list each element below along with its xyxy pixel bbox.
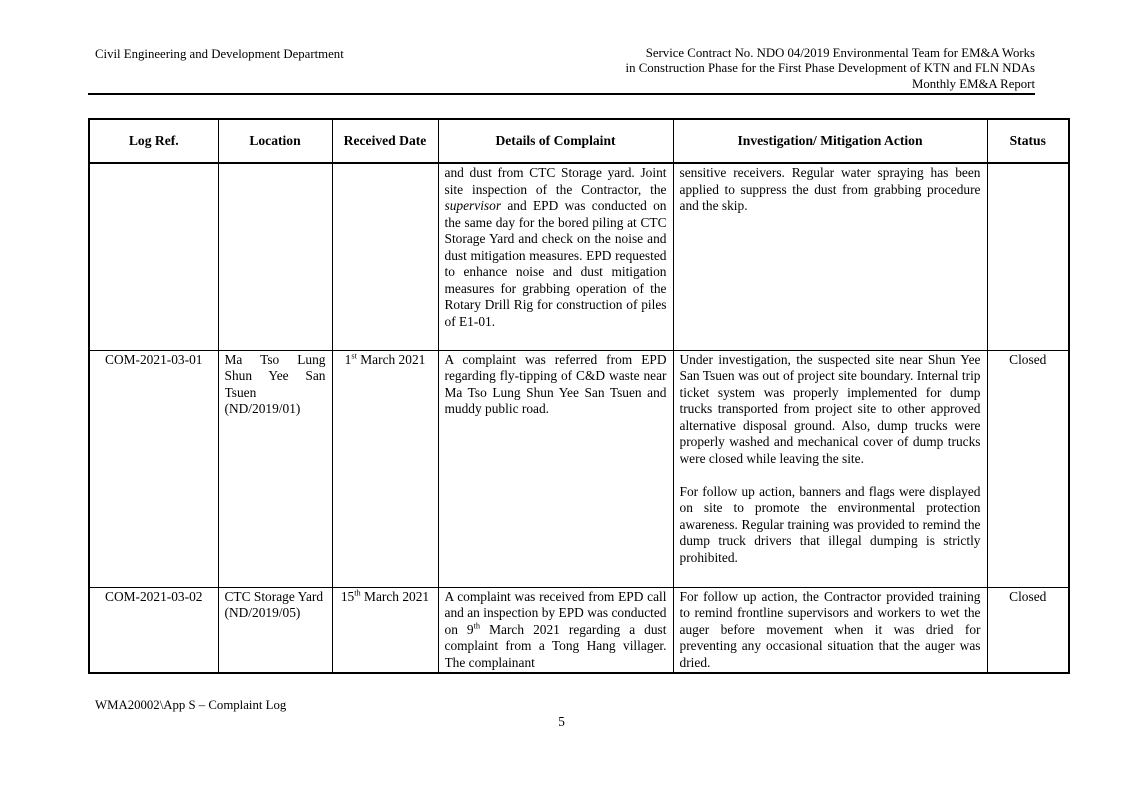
cell-paragraph: sensitive receivers. Regular water spraying has been applied to suppress the dust from grabbing procedure and the skip. <box>679 165 981 213</box>
table-row <box>89 163 1069 350</box>
cell-paragraph: (ND/2019/01) <box>224 401 301 416</box>
cell-paragraph: COM-2021-03-02 <box>105 588 203 604</box>
cell-details <box>438 350 673 587</box>
cell-paragraph: and dust from CTC Storage yard. Joint site inspection of the Contractor, the supervisor and EPD was conducted on the same day for the bored piling at CTC Storage Yard and check on the noise and dust mitigation measures. EPD requested to enhance noise and dust mitigation measures for grabbing operation of the Rotary Drill Rig for construction of piles of E1-01. <box>444 165 667 329</box>
header-report-title: Monthly EM&A Report <box>912 76 1035 91</box>
cell-paragraph: (ND/2019/05) <box>224 605 301 620</box>
cell-received-date <box>332 350 438 587</box>
cell-location <box>218 587 332 673</box>
cell-paragraph: Closed <box>1009 588 1047 604</box>
cell-paragraph: CTC Storage Yard <box>224 588 324 604</box>
cell-log-ref <box>89 163 218 350</box>
column-header-investigation: Investigation/ Mitigation Action <box>673 119 987 163</box>
column-header-status: Status <box>987 119 1069 163</box>
footer-document-reference: WMA20002\App S – Complaint Log <box>95 698 287 712</box>
cell-received-date <box>332 163 438 350</box>
cell-details <box>438 163 673 350</box>
cell-paragraph: A complaint was received from EPD call and an inspection by EPD was conducted on 9th March 2021 regarding a dust complaint from a Tong Hang villager. The complainant <box>444 588 667 670</box>
cell-investigation <box>673 350 987 587</box>
cell-paragraph: 1st March 2021 <box>344 351 426 367</box>
cell-paragraph: Under investigation, the suspected site near Shun Yee San Tsuen was out of project site boundary. Internal trip ticket system was properly implemented for dump trucks transported from project site to other approved alternative disposal ground. Also, dump trucks were properly washed and mechanical cover of dump trucks were closed while leaving the site. <box>679 351 981 466</box>
cell-received-date <box>332 587 438 673</box>
cell-paragraph: 15th March 2021 <box>340 588 430 604</box>
cell-paragraph: For follow up action, banners and flags were displayed on site to promote the environmental protection awareness. Regular training was provided to remind the dump truck drivers that illegal dumping is strictly prohibited. <box>679 483 981 565</box>
header-contract-block <box>435 46 1035 92</box>
column-header-details: Details of Complaint <box>438 119 673 163</box>
cell-paragraph: For follow up action, the Contractor provided training to remind frontline supervisors and workers to wet the auger before movement when it was dried for preventing any occasional situation that the auger was dried. <box>679 588 981 670</box>
cell-paragraph: Ma Tso Lung Shun Yee San Tsuen <box>224 351 326 400</box>
page-number: 5 <box>558 714 565 729</box>
header-contract-line2: in Construction Phase for the First Phase Development of KTN and FLN NDAs <box>625 61 1035 76</box>
cell-paragraph: COM-2021-03-01 <box>105 351 203 367</box>
cell-investigation <box>673 587 987 673</box>
cell-investigation <box>673 163 987 350</box>
cell-status <box>987 587 1069 673</box>
cell-status <box>987 163 1069 350</box>
table-header-row <box>89 119 1069 163</box>
complaint-log-table <box>88 118 1070 674</box>
cell-paragraph: Closed <box>1009 351 1047 367</box>
complaint-log-table-wrap <box>88 118 1070 674</box>
complaint-table-body <box>89 163 1069 673</box>
header-rule <box>88 93 1035 95</box>
header-contract-line1: Service Contract No. NDO 04/2019 Environmental Team for EM&A Works <box>645 46 1035 60</box>
column-header-location: Location <box>218 119 332 163</box>
table-row <box>89 350 1069 587</box>
cell-status <box>987 350 1069 587</box>
column-header-log-ref: Log Ref. <box>89 119 218 163</box>
cell-paragraph: A complaint was referred from EPD regarding fly-tipping of C&D waste near Ma Tso Lung Shun Yee San Tsuen and muddy public road. <box>444 351 667 416</box>
table-row <box>89 587 1069 673</box>
cell-location <box>218 163 332 350</box>
cell-log-ref <box>89 350 218 587</box>
cell-details <box>438 587 673 673</box>
cell-location <box>218 350 332 587</box>
cell-log-ref <box>89 587 218 673</box>
header-department: Civil Engineering and Development Department <box>95 47 344 61</box>
column-header-received-date: Received Date <box>332 119 438 163</box>
